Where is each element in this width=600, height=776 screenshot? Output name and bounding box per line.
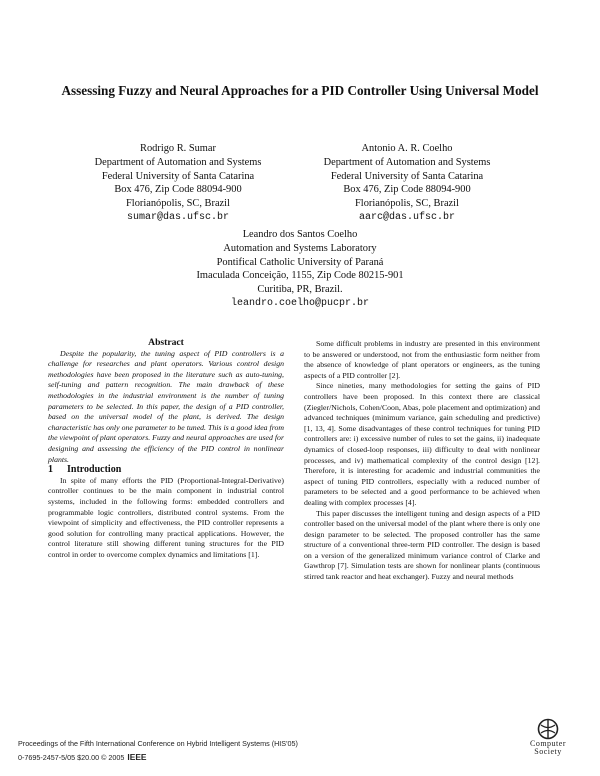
author-block-sumar — [78, 142, 278, 225]
footer-proceedings: Proceedings of the Fifth International Conference on Hybrid Intelligent Systems (HIS'05) — [18, 739, 298, 748]
paper-title: Assessing Fuzzy and Neural Approaches for a PID Controller Using Universal Model — [61, 83, 539, 98]
abstract-text: Despite the popularity, the tuning aspect of PID controllers is a challenge for researches and plant operators. Various control design methodologies have been proposed in the literature such as auto-tuning, self-tuning and pattern recognition. The main drawback of these methodologies in the industrial environment is the number of tuning parameters to be selected. In this paper, the design of a PID controller, based on the universal model of the plant, is derived. The design characteristic has only one parameter to be tuned. This is a good idea from the viewpoint of plant operators. Fuzzy and neural approaches are used for designing and assessing the efficiency of the PID control in nonlinear plants. — [48, 348, 284, 464]
author-university: Federal University of Santa Catarina — [101, 170, 255, 182]
author-email: aarc@das.ufsc.br — [358, 211, 455, 223]
footer-isbn-price: 0-7695-2457-5/05 $20.00 © 2005 — [18, 753, 125, 762]
author-block-santos-coelho — [150, 228, 450, 311]
logo-line-computer: Computer — [530, 739, 566, 748]
author-email: sumar@das.ufsc.br — [126, 211, 230, 223]
intro-paragraph: Some difficult problems in industry are presented in this environment to be answered or understood, not from the enthusiastic form neither from the absence of knowledge of plant operators or engineers, as the tuning aspects of a PID controller [2]. — [304, 339, 540, 380]
author-address: Box 476, Zip Code 88094-900 — [343, 184, 471, 196]
logo-line-society: Society — [534, 747, 562, 756]
section-title: Introduction — [67, 464, 122, 476]
ieee-logo: IEEE — [127, 752, 147, 762]
author-department: Department of Automation and Systems — [323, 156, 491, 168]
section-heading-introduction — [48, 465, 284, 476]
abstract-heading: Abstract — [148, 337, 184, 348]
author-university: Pontifical Catholic University of Paraná — [216, 256, 384, 268]
left-column — [48, 338, 284, 560]
author-address: Imaculada Conceição, 1155, Zip Code 80215-901 — [196, 270, 404, 282]
computer-society-emblem-icon — [537, 718, 559, 740]
footer-isbn — [18, 752, 147, 762]
intro-paragraph: In spite of many efforts the PID (Proportional-Integral-Derivative) controller continues to be the main component in industrial control systems, included in the following forms: embedded controllers and programmable logic controllers, distributed control systems. From the viewpoint of simplicity and effectiveness, the PID controller represents a good solution for controlling many practical applications. However, the control literature still showing different tuning structures for the PID control in order to overcome complex dynamics and limitations [1]. — [48, 475, 284, 559]
author-city: Curitiba, PR, Brazil. — [257, 284, 343, 296]
author-name: Rodrigo R. Sumar — [140, 143, 216, 154]
intro-paragraph: This paper discusses the intelligent tuning and design aspects of a PID controller based on the universal model of the plant where there is only one design parameter to be selected. The proposed controller has the same structure of a conventional three-term PID controller. The design is based on a version of the generalized minimum variance control of Clarke and Gawthrop [7]. Simulation tests are shown for nonlinear plants (continuous stirred tank reactor and heat exchanger). Fuzzy and neural methods — [304, 508, 540, 582]
computer-society-logo — [516, 718, 580, 766]
author-email: leandro.coelho@pucpr.br — [230, 297, 370, 309]
right-column — [304, 339, 540, 583]
author-university: Federal University of Santa Catarina — [330, 170, 484, 182]
author-department: Department of Automation and Systems — [94, 156, 262, 168]
author-city: Florianópolis, SC, Brazil — [355, 198, 459, 210]
author-city: Florianópolis, SC, Brazil — [126, 198, 230, 210]
author-department: Automation and Systems Laboratory — [223, 242, 377, 254]
author-address: Box 476, Zip Code 88094-900 — [114, 184, 242, 196]
author-name: Antonio A. R. Coelho — [361, 143, 453, 154]
section-number: 1 — [48, 464, 53, 476]
author-block-coelho — [298, 142, 516, 225]
author-name: Leandro dos Santos Coelho — [242, 229, 358, 240]
intro-paragraph: Since nineties, many methodologies for setting the gains of PID controllers have been proposed. In this context there are classical (Ziegler/Nichols, Cohen/Coon, Abas, pole placement and optimization) and advanced techniques (minimum variance, gain scheduling and predictive) [1, 13, 4]. Some disadvantages of these control techniques for tuning PID controllers are: i) excessive number of rules to set the gains, ii) inadequate dynamics of closed-loop responses, iii) difficulty to deal with nonlinear processes, and iv) mathematical complexity of the control design [12]. Therefore, it is interesting for academic and industrial communities the aspect of tuning PID controllers, especially with a reduced number of parameters to be selected and a good performance to be achieved when dealing with complex processes [4]. — [304, 381, 541, 507]
